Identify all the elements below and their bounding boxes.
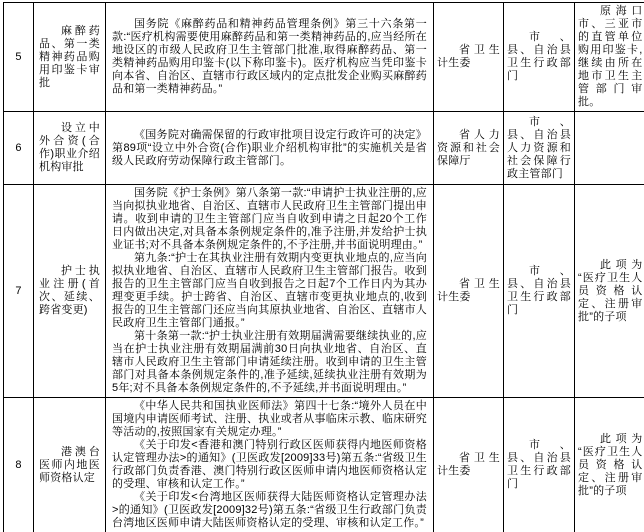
implementing-authority-text: 省卫生计生委 <box>437 44 500 70</box>
remark-cell: 此项为“医疗卫生人员资格认定、注册审批”的子项 <box>575 398 644 532</box>
item-name-text: 护士执业注册(首次、延续、跨省变更) <box>39 265 100 317</box>
legal-basis: 国务院《护士条例》第八条第一款:“申请护士执业注册的,应当向拟执业地省、自治区、直辖市人民政府卫生主管部门提出申请。收到申请的卫生主管部门应当自收到申请之日起20个工作日内做出决定,对具备本条例规定条件的,准予注册,并发给护士执业证书;对不具备本条例规定条件的,不予注册,并书面说明理由。” 第九条:“护士在其执业注册有效期内变更执业地点的,应当向拟执业地省、自治区、直辖市人民政府卫生主管部门报告。收到报告的卫生主管部门应当自收到报告之日起7个工作日内为其办理变更手续。护士跨省、自治区、直辖市变更执业地点的,收到报告的卫生主管部门还应当向其原执业地省、自治区、直辖市人民政府卫生主管部门通报。” 第十条第一款:“护士执业注册有效期届满需要继续执业的,应当在护士执业注册有效期届满前30日向执业地省、自治区、直辖市人民政府卫生主管部门申请延续注册。收到申请的卫生主管部门对具备本条例规定条件的,准予延续,延续执业注册有效期为5年;对不具备本条例规定条件的,不予延续,并书面说明理由。” <box>106 185 434 398</box>
delegated-authority-text: 市、县、自治县卫生行政部门 <box>507 31 571 83</box>
implementing-authority <box>434 398 504 532</box>
implementing-authority-text: 省人力资源和社会保障厅 <box>437 129 500 168</box>
item-name <box>34 112 106 185</box>
delegated-authority-text: 市、县、自治县人力资源和社会保障行政主管部门 <box>507 116 571 181</box>
implementing-authority-text: 省卫生计生委 <box>437 452 500 478</box>
row-number: 6 <box>4 112 34 185</box>
legal-basis: 《国务院对确需保留的行政审批项目设定行政许可的决定》第89项“设立中外合资(合作)职业介绍机构审批”的实施机关是省级人民政府劳动保障行政主管部门。 <box>106 112 434 185</box>
delegated-authority <box>504 398 575 532</box>
table-row <box>4 3 644 112</box>
implementing-authority <box>434 112 504 185</box>
implementing-authority <box>434 3 504 112</box>
table-row <box>4 398 644 532</box>
approval-items-table <box>3 2 644 532</box>
table-row <box>4 185 644 398</box>
row-number: 8 <box>4 398 34 532</box>
legal-basis: 《中华人民共和国执业医师法》第四十七条:“境外人员在中国境内申请医师考试、注册、执业或者从事临床示教、临床研究等活动的,按照国家有关规定办理。” 《关于印发<香港和澳门特别行政区医师获得内地医师资格认定管理办法>的通知》(卫医政发[2009]33号)第五条:“省级卫生行政部门负责香港、澳门特别行政区医师申请内地医师资格认定的受理、审核和认定工作。” 《关于印发<台湾地区医师获得大陆医师资格认定管理办法>的通知》(卫医政发[2009]32号)第五条:“省级卫生行政部门负责台湾地区医师申请大陆医师资格认定的受理、审核和认定工作。” <box>106 398 434 532</box>
remark-cell: 此项为“医疗卫生人员资格认定、注册审批”的子项 <box>575 185 644 398</box>
delegated-authority-text: 市、县、自治县卫生行政部门 <box>507 265 571 317</box>
delegated-authority-text: 市、县、自治县卫生行政部门 <box>507 439 571 491</box>
item-name-text: 麻醉药品、第一类精神药品购用印鉴卡审批 <box>39 25 100 90</box>
table-row <box>4 112 644 185</box>
implementing-authority <box>434 185 504 398</box>
item-name-text: 港澳台医师内地医师资格认定 <box>39 446 100 485</box>
delegated-authority <box>504 112 575 185</box>
row-number: 5 <box>4 3 34 112</box>
implementing-authority-text: 省卫生计生委 <box>437 278 500 304</box>
remark-cell <box>575 112 644 185</box>
delegated-authority <box>504 185 575 398</box>
item-name <box>34 3 106 112</box>
item-name-text: 设立中外合资(合作)职业介绍机构审批 <box>39 122 100 174</box>
item-name <box>34 185 106 398</box>
row-number: 7 <box>4 185 34 398</box>
item-name <box>34 398 106 532</box>
legal-basis: 国务院《麻醉药品和精神药品管理条例》第三十六条第一款:“医疗机构需要使用麻醉药品和第一类精神药品的,应当经所在地设区的市级人民政府卫生主管部门批准,取得麻醉药品、第一类精神药品购用印鉴卡(以下称印鉴卡)。医疗机构应当凭印鉴卡向本省、自治区、直辖市行政区域内的定点批发企业购买麻醉药品和第一类精神药品。” <box>106 3 434 112</box>
remark-cell: 原海口市、三亚市的直管单位购用印鉴卡,继续由所在地市卫生主管部门审批。 <box>575 3 644 112</box>
delegated-authority <box>504 3 575 112</box>
